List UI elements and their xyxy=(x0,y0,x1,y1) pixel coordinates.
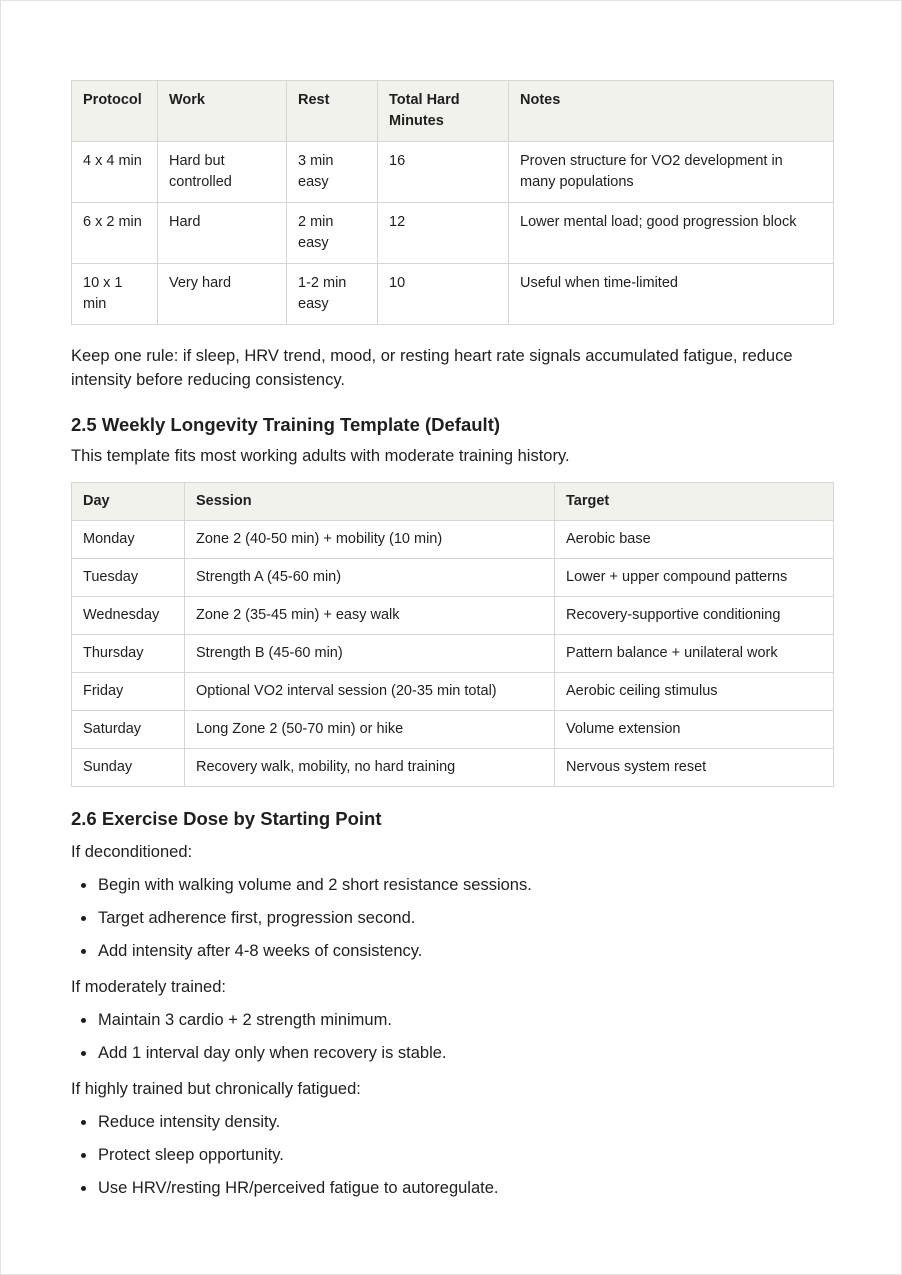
table-cell: 6 x 2 min xyxy=(72,203,158,264)
table-cell: Lower + upper compound patterns xyxy=(555,559,834,597)
column-header-total-hard-minutes: Total Hard Minutes xyxy=(378,81,509,142)
group-label: If highly trained but chronically fatigued: xyxy=(71,1080,361,1098)
list-item: Reduce intensity density. xyxy=(71,1110,833,1134)
column-header-rest: Rest xyxy=(287,81,378,142)
table-cell: Strength A (45-60 min) xyxy=(185,559,555,597)
table-cell: 16 xyxy=(378,142,509,203)
column-header-target: Target xyxy=(555,483,834,521)
table-row xyxy=(72,559,834,597)
column-header-day: Day xyxy=(72,483,185,521)
table-cell: 1-2 min easy xyxy=(287,264,378,325)
table-cell: Strength B (45-60 min) xyxy=(185,635,555,673)
table-cell: 10 x 1 min xyxy=(72,264,158,325)
table-cell: Saturday xyxy=(72,711,185,749)
table-row xyxy=(72,142,834,203)
table-cell: Lower mental load; good progression block xyxy=(509,203,834,264)
table-cell: 10 xyxy=(378,264,509,325)
table-header-row xyxy=(72,483,834,521)
group-label: If moderately trained: xyxy=(71,978,226,996)
table-cell: Sunday xyxy=(72,749,185,787)
table-row xyxy=(72,521,834,559)
table-cell: Wednesday xyxy=(72,597,185,635)
bullet-list xyxy=(71,873,833,963)
table-cell: 4 x 4 min xyxy=(72,142,158,203)
table-cell: Hard xyxy=(158,203,287,264)
table-cell: 12 xyxy=(378,203,509,264)
column-header-work: Work xyxy=(158,81,287,142)
table-cell: Aerobic base xyxy=(555,521,834,559)
table-cell: Hard but controlled xyxy=(158,142,287,203)
table-cell: Friday xyxy=(72,673,185,711)
section-heading-weekly-template: 2.5 Weekly Longevity Training Template (Default) xyxy=(71,414,501,435)
column-header-notes: Notes xyxy=(509,81,834,142)
weekly-training-template-table xyxy=(71,482,834,787)
table-cell: Nervous system reset xyxy=(555,749,834,787)
table-cell: Thursday xyxy=(72,635,185,673)
list-item: Protect sleep opportunity. xyxy=(71,1143,833,1167)
list-item: Begin with walking volume and 2 short resistance sessions. xyxy=(71,873,833,897)
table-row xyxy=(72,673,834,711)
table-cell: Proven structure for VO2 development in many populations xyxy=(509,142,834,203)
group-label: If deconditioned: xyxy=(71,843,193,861)
fatigue-rule-paragraph: Keep one rule: if sleep, HRV trend, mood, or resting heart rate signals accumulated fatigue, reduce intensity before reducing consistency. xyxy=(71,347,793,389)
table-row xyxy=(72,635,834,673)
table-cell: 2 min easy xyxy=(287,203,378,264)
table-row xyxy=(72,711,834,749)
list-item: Use HRV/resting HR/perceived fatigue to autoregulate. xyxy=(71,1176,833,1200)
table-cell: Useful when time-limited xyxy=(509,264,834,325)
table-cell: Monday xyxy=(72,521,185,559)
section-heading-exercise-dose: 2.6 Exercise Dose by Starting Point xyxy=(71,808,382,829)
list-item: Add 1 interval day only when recovery is stable. xyxy=(71,1041,833,1065)
bullet-list xyxy=(71,1110,833,1200)
table-cell: Zone 2 (40-50 min) + mobility (10 min) xyxy=(185,521,555,559)
table-cell: 3 min easy xyxy=(287,142,378,203)
table-cell: Pattern balance + unilateral work xyxy=(555,635,834,673)
column-header-protocol: Protocol xyxy=(72,81,158,142)
column-header-session: Session xyxy=(185,483,555,521)
table-cell: Very hard xyxy=(158,264,287,325)
list-item: Target adherence first, progression second. xyxy=(71,906,833,930)
table-cell: Tuesday xyxy=(72,559,185,597)
table-cell: Recovery walk, mobility, no hard training xyxy=(185,749,555,787)
table-cell: Long Zone 2 (50-70 min) or hike xyxy=(185,711,555,749)
table-row xyxy=(72,203,834,264)
list-item: Maintain 3 cardio + 2 strength minimum. xyxy=(71,1008,833,1032)
section-intro-weekly-template: This template fits most working adults with moderate training history. xyxy=(71,447,570,465)
table-header-row xyxy=(72,81,834,142)
table-cell: Zone 2 (35-45 min) + easy walk xyxy=(185,597,555,635)
table-row xyxy=(72,597,834,635)
table-cell: Aerobic ceiling stimulus xyxy=(555,673,834,711)
table-cell: Recovery-supportive conditioning xyxy=(555,597,834,635)
table-row xyxy=(72,264,834,325)
table-row xyxy=(72,749,834,787)
bullet-list xyxy=(71,1008,833,1065)
list-item: Add intensity after 4-8 weeks of consistency. xyxy=(71,939,833,963)
table-cell: Optional VO2 interval session (20-35 min total) xyxy=(185,673,555,711)
document-content xyxy=(71,80,833,1209)
interval-protocol-table xyxy=(71,80,834,325)
table-cell: Volume extension xyxy=(555,711,834,749)
